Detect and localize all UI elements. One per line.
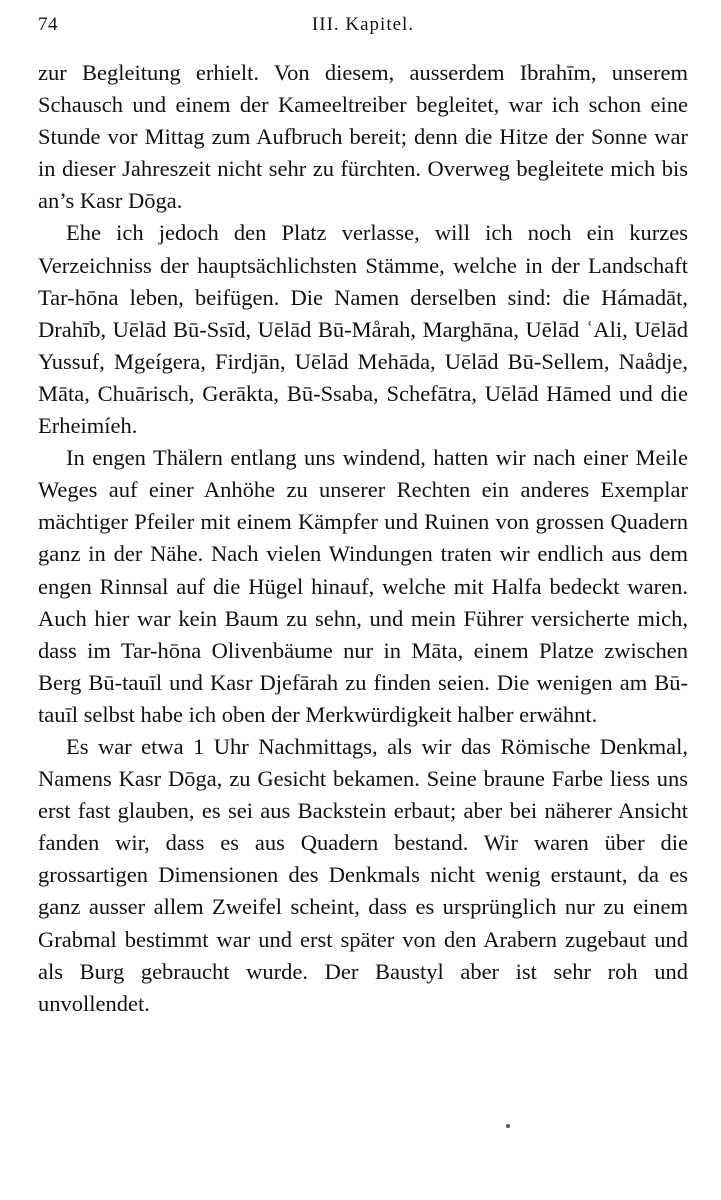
paragraph-tribes: Ehe ich jedoch den Platz verlasse, will ich noch ein kurzes Verzeichniss der hauptsächlichsten Stämme, welche in der Landschaft Tar-hōna leben, beifügen. Die Namen derselben sind: die Hámadāt, Drahīb, Uēlād Bū-Ssīd, Uēlād Bū-Mårah, Marghāna, Uēlād ʿAli, Uēlād Yussuf, Mgeígera, Firdjān, Uēlād Mehāda, Uēlād Bū-Sellem, Naådje, Māta, Chuārisch, Gerākta, Bū-Ssaba, Schefātra, Uēlād Hāmed und die Erheimíeh. xyxy=(38,220,688,439)
page-number: 74 xyxy=(38,14,58,35)
running-head xyxy=(38,14,688,44)
paragraph-continuation: zur Begleitung erhielt. Von diesem, ausserdem Ibrahīm, unserem Schausch und einem der Kameeltreiber begleitet, war ich schon eine Stunde vor Mittag zum Aufbruch bereit; denn die Hitze der Sonne war in dieser Jahreszeit nicht sehr zu fürchten. Overweg begleitete mich bis an’s Kasr Dōga. xyxy=(38,60,688,214)
chapter-title: III. Kapitel. xyxy=(311,14,415,35)
paragraph-valleys: In engen Thälern entlang uns windend, hatten wir nach einer Meile Weges auf einer Anhöhe zu unserer Rechten ein anderes Exemplar mächtiger Pfeiler mit einem Kämpfer und Ruinen von grossen Quadern ganz in der Nähe. Nach vielen Windungen traten wir endlich aus dem engen Rinnsal auf die Hügel hinauf, welche mit Halfa bedeckt waren. Auch hier war kein Baum zu sehn, und mein Führer versicherte mich, dass im Tar-hōna Olivenbäume nur in Māta, einem Platze zwischen Berg Bū-tauīl und Kasr Djefārah zu finden seien. Die wenigen am Bū-tauīl selbst habe ich oben der Merkwürdigkeit halber erwähnt. xyxy=(38,445,688,727)
paragraph-kasr-doga: Es war etwa 1 Uhr Nachmittags, als wir das Römische Denkmal, Namens Kasr Dōga, zu Gesicht bekamen. Seine braune Farbe liess uns erst fast glauben, es sei aus Backstein erbaut; aber bei näherer Ansicht fanden wir, dass es aus Quadern bestand. Wir waren über die grossartigen Dimensionen des Denkmals nicht wenig erstaunt, da es ganz ausser allem Zweifel scheint, dass es ursprünglich nur zu einem Grabmal bestimmt war und erst später von den Arabern zugebaut und als Burg gebraucht wurde. Der Baustyl aber ist sehr roh und unvollendet. xyxy=(38,733,688,1016)
ink-speck xyxy=(506,1124,510,1128)
body-text xyxy=(38,57,688,1020)
